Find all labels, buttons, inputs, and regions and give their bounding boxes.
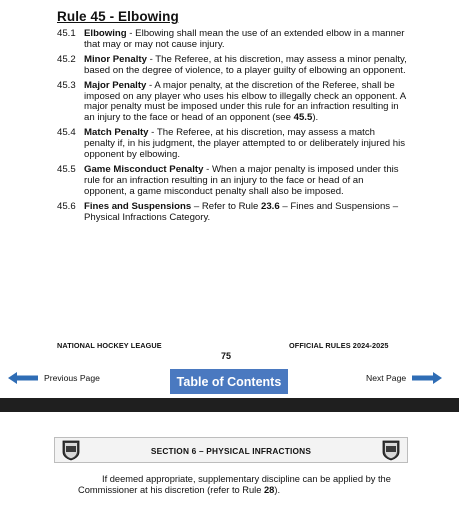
rule-term: Elbowing — [84, 28, 127, 39]
note-after: ). — [274, 485, 281, 496]
rule-text-after: – Fines and Suspensions – Physical Infractions Category. — [84, 200, 399, 223]
rule-term: Match Penalty — [84, 127, 149, 139]
next-page-link[interactable] — [366, 372, 442, 384]
next-page-label: Next Page — [366, 373, 407, 383]
rule-item — [57, 128, 407, 161]
table-of-contents-button[interactable]: Table of Contents — [170, 369, 288, 394]
nhl-shield-icon — [381, 440, 401, 461]
rule-item — [57, 202, 407, 224]
rule-term: Game Misconduct Penalty — [84, 163, 204, 175]
rule-number: 45.1 — [57, 28, 76, 39]
previous-page-link[interactable] — [8, 372, 100, 384]
rule-body — [84, 81, 407, 125]
rule-body — [84, 165, 407, 198]
rule-title: Rule 45 - Elbowing — [57, 9, 179, 24]
section-header — [54, 437, 408, 463]
note-text: If deemed appropriate, supplementary discipline can be applied by the Commissioner at his discretion (refer to Rule — [78, 474, 391, 496]
rule-item — [57, 165, 407, 198]
supplementary-discipline-note — [78, 474, 408, 496]
rule-item — [57, 29, 407, 51]
rule-text: – Refer to Rule — [191, 200, 262, 212]
section-title: SECTION 6 – PHYSICAL INFRACTIONS — [150, 446, 312, 456]
arrow-left-icon — [8, 372, 38, 384]
rule-text: - The Referee, at his discretion, may assess a match penalty if, in his judgment, the player attempted to or deliberately injured his opponent by elbowing. — [84, 127, 406, 161]
page-number: 75 — [221, 351, 232, 361]
rule-text: - A major penalty, at the discretion of the Referee, shall be imposed on any player who uses his elbow to illegally check an opponent. A major penalty must be imposed under this rule for an infraction resulting in an injury to the face or head of an opponent (see — [84, 79, 406, 124]
previous-page-label: Previous Page — [44, 373, 100, 383]
rule-item — [57, 81, 407, 125]
rule-text: - When a major penalty is imposed under this rule for an infraction resulting in an injury to the face or head of an opponent, a game misconduct penalty shall also be imposed. — [84, 163, 399, 197]
rule-number: 45.2 — [57, 53, 76, 65]
rule-body — [84, 55, 407, 77]
rule-number: 45.3 — [57, 79, 76, 91]
rule-reference: 45.5 — [293, 112, 313, 124]
rule-text-after: ). — [312, 112, 319, 124]
rule-text: - The Referee, at his discretion, may assess a minor penalty, based on the degree of violence, to a player guilty of elbowing an opponent. — [84, 53, 407, 76]
rule-text: - Elbowing shall mean the use of an extended elbow in a manner that may or may not cause injury. — [84, 28, 405, 50]
page-divider — [0, 398, 459, 412]
rule-list — [57, 29, 407, 228]
note-rule-ref: 28 — [264, 485, 275, 496]
rule-body — [84, 202, 407, 224]
rule-number: 45.4 — [57, 127, 76, 139]
arrow-right-icon — [412, 372, 442, 384]
rule-item — [57, 55, 407, 77]
rule-number: 45.5 — [57, 163, 76, 175]
rule-term: Minor Penalty — [84, 53, 147, 65]
rule-number: 45.6 — [57, 200, 76, 212]
footer-league: NATIONAL HOCKEY LEAGUE — [57, 341, 162, 350]
footer-official-rules: OFFICIAL RULES 2024-2025 — [289, 341, 389, 350]
rule-reference: 23.6 — [261, 200, 280, 212]
rule-term: Major Penalty — [84, 79, 147, 91]
rule-body — [84, 128, 407, 161]
rule-term: Fines and Suspensions — [84, 200, 192, 212]
rule-body — [84, 29, 407, 51]
